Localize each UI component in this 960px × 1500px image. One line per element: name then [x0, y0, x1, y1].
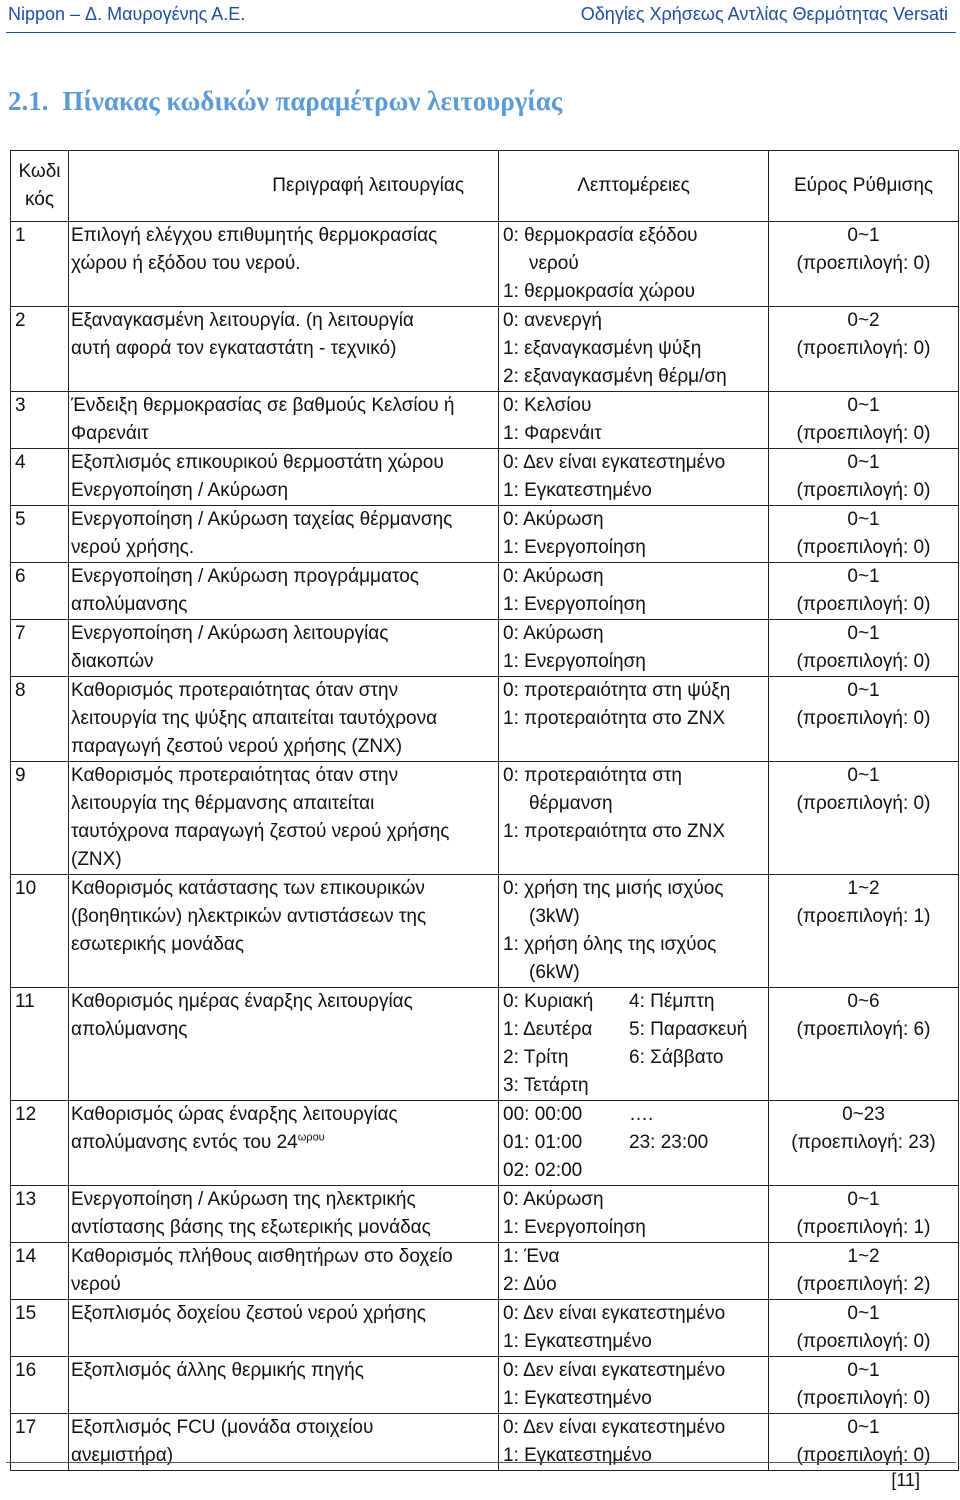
description-line	[71, 903, 496, 931]
description-line	[71, 307, 496, 335]
row-range	[769, 1243, 959, 1300]
range-default: (προεπιλογή: 0)	[796, 1388, 931, 1409]
row-code: 10	[11, 875, 69, 988]
detail-line: 1: προτεραιότητα στο ΖΝΧ	[503, 708, 726, 729]
description-text: Εξοπλισμός άλλης θερμικής πηγής	[71, 1360, 364, 1381]
table-row	[11, 677, 959, 762]
table-row	[11, 762, 959, 875]
detail-line: (6kW)	[529, 962, 580, 983]
section-number: 2.1.	[8, 86, 49, 116]
description-line	[71, 1271, 496, 1299]
row-details	[499, 988, 769, 1101]
row-code: 2	[11, 307, 69, 392]
range-default: (προεπιλογή: 0)	[796, 1445, 931, 1466]
detail-line: 23: 23:00	[629, 1132, 709, 1153]
description-text: απολύμανσης εντός του 24	[71, 1132, 298, 1153]
range-value: 0~1	[847, 1189, 880, 1210]
detail-line: 2: Τρίτη	[503, 1047, 569, 1068]
page-header	[0, 0, 960, 34]
detail-line: 1: Δευτέρα	[503, 1019, 593, 1040]
header-code: Κωδι κός	[11, 151, 69, 222]
row-code: 3	[11, 392, 69, 449]
range-default: (προεπιλογή: 0)	[796, 338, 931, 359]
range-default: (προεπιλογή: 6)	[796, 1019, 931, 1040]
description-text: νερού	[71, 1274, 121, 1295]
detail-line: νερού	[529, 253, 579, 274]
table-row	[11, 1300, 959, 1357]
description-text: Ενεργοποίηση / Ακύρωση λειτουργίας	[71, 623, 389, 644]
range-value: 0~1	[847, 1417, 880, 1438]
row-description	[69, 222, 499, 307]
row-range	[769, 222, 959, 307]
table-row	[11, 449, 959, 506]
range-default: (προεπιλογή: 0)	[796, 594, 931, 615]
detail-line: 1: Εγκατεστημένο	[503, 1331, 652, 1352]
description-text: Επιλογή ελέγχου επιθυμητής θερμοκρασίας	[71, 225, 438, 246]
header-range: Εύρος Ρύθμισης	[769, 151, 959, 222]
range-value: 0~1	[847, 566, 880, 587]
detail-line: 1: Ενεργοποίηση	[503, 594, 646, 615]
row-details	[499, 563, 769, 620]
detail-line: 0: Κελσίου	[503, 395, 592, 416]
row-code: 12	[11, 1101, 69, 1186]
row-range	[769, 1357, 959, 1414]
description-text: διακοπών	[71, 651, 154, 672]
range-value: 0~6	[847, 991, 880, 1012]
detail-line: 5: Παρασκευή	[629, 1019, 748, 1040]
row-details	[499, 506, 769, 563]
description-line	[71, 648, 496, 676]
table-row	[11, 506, 959, 563]
range-default: (προεπιλογή: 0)	[796, 651, 931, 672]
description-line	[71, 1186, 496, 1214]
row-details	[499, 307, 769, 392]
row-range	[769, 307, 959, 392]
range-value: 0~1	[847, 452, 880, 473]
detail-line: 0: Δεν είναι εγκατεστημένο	[503, 1303, 726, 1324]
row-description	[69, 620, 499, 677]
description-text: απολύμανσης	[71, 1019, 188, 1040]
range-value: 0~1	[847, 765, 880, 786]
detail-line: 1: Εγκατεστημένο	[503, 1445, 652, 1466]
row-code: 6	[11, 563, 69, 620]
row-range	[769, 875, 959, 988]
range-value: 0~1	[847, 680, 880, 701]
row-code: 8	[11, 677, 69, 762]
row-code: 13	[11, 1186, 69, 1243]
detail-line: 1: Ενεργοποίηση	[503, 651, 646, 672]
row-description	[69, 1243, 499, 1300]
description-text: Εξοπλισμός επικουρικού θερμοστάτη χώρου	[71, 452, 444, 473]
table-row	[11, 1186, 959, 1243]
row-code: 9	[11, 762, 69, 875]
row-details	[499, 392, 769, 449]
description-line	[71, 392, 496, 420]
description-line	[71, 620, 496, 648]
description-text: Ενεργοποίηση / Ακύρωση της ηλεκτρικής	[71, 1189, 416, 1210]
description-text: Καθορισμός προτεραιότητας όταν στην	[71, 680, 399, 701]
detail-line: (3kW)	[529, 906, 580, 927]
row-code: 15	[11, 1300, 69, 1357]
description-text: Ενεργοποίηση / Ακύρωση προγράμματος	[71, 566, 419, 587]
table-row	[11, 563, 959, 620]
detail-line: 1: προτεραιότητα στο ΖΝΧ	[503, 821, 726, 842]
description-line	[71, 591, 496, 619]
detail-line: 1: Ενεργοποίηση	[503, 1217, 646, 1238]
detail-line: 1: Εγκατεστημένο	[503, 480, 652, 501]
description-text: αντίστασης βάσης της εξωτερικής μονάδας	[71, 1217, 431, 1238]
description-text: Καθορισμός ώρας έναρξης λειτουργίας	[71, 1104, 398, 1125]
range-value: 1~2	[847, 1246, 880, 1267]
detail-line: 1: Εγκατεστημένο	[503, 1388, 652, 1409]
detail-line: 0: προτεραιότητα στη	[503, 765, 682, 786]
row-code: 4	[11, 449, 69, 506]
description-line	[71, 705, 496, 733]
description-text: παραγωγή ζεστού νερού χρήσης (ΖΝΧ)	[71, 736, 403, 757]
row-details	[499, 762, 769, 875]
description-text: (ΖΝΧ)	[71, 849, 122, 870]
row-range	[769, 563, 959, 620]
row-description	[69, 1186, 499, 1243]
description-line	[71, 1243, 496, 1271]
superscript: ωρου	[297, 1131, 325, 1144]
description-text: Καθορισμός ημέρας έναρξης λειτουργίας	[71, 991, 413, 1012]
description-line	[71, 420, 496, 448]
range-default: (προεπιλογή: 0)	[796, 537, 931, 558]
row-code: 7	[11, 620, 69, 677]
row-details	[499, 222, 769, 307]
row-details	[499, 1101, 769, 1186]
range-value: 0~1	[847, 623, 880, 644]
row-description	[69, 392, 499, 449]
detail-line: 1: χρήση όλης της ισχύος	[503, 934, 717, 955]
description-line	[71, 1414, 496, 1442]
row-details	[499, 677, 769, 762]
description-line	[71, 1357, 496, 1385]
row-code: 16	[11, 1357, 69, 1414]
description-text: Καθορισμός πλήθους αισθητήρων στο δοχείο	[71, 1246, 453, 1267]
range-value: 0~1	[847, 1303, 880, 1324]
description-text: Εξοπλισμός δοχείου ζεστού νερού χρήσης	[71, 1303, 426, 1324]
detail-line: θέρμανση	[529, 793, 613, 814]
row-range	[769, 1300, 959, 1357]
row-description	[69, 506, 499, 563]
row-details	[499, 1186, 769, 1243]
range-default: (προεπιλογή: 0)	[796, 423, 931, 444]
description-text: (βοηθητικών) ηλεκτρικών αντιστάσεων της	[71, 906, 427, 927]
table-row	[11, 988, 959, 1101]
range-default: (προεπιλογή: 0)	[796, 793, 931, 814]
section-heading	[8, 86, 562, 117]
description-line	[71, 506, 496, 534]
row-description	[69, 563, 499, 620]
description-line	[71, 222, 496, 250]
row-range	[769, 1101, 959, 1186]
header-description: Περιγραφή λειτουργίας	[69, 151, 499, 222]
table-row	[11, 620, 959, 677]
row-code: 17	[11, 1414, 69, 1471]
description-text: Καθορισμός κατάστασης των επικουρικών	[71, 878, 425, 899]
description-text: αυτή αφορά τον εγκαταστάτη - τεχνικό)	[71, 338, 397, 359]
row-range	[769, 988, 959, 1101]
detail-line: 6: Σάββατο	[629, 1047, 724, 1068]
description-line	[71, 875, 496, 903]
description-text: Εξοπλισμός FCU (μονάδα στοιχείου	[71, 1417, 374, 1438]
row-range	[769, 677, 959, 762]
range-default: (προεπιλογή: 0)	[796, 708, 931, 729]
row-details	[499, 1357, 769, 1414]
description-line	[71, 846, 496, 874]
table-row	[11, 222, 959, 307]
description-text: Ένδειξη θερμοκρασίας σε βαθμούς Κελσίου ή	[71, 395, 455, 416]
detail-column	[629, 988, 747, 1100]
range-value: 0~23	[842, 1104, 885, 1125]
description-line	[71, 449, 496, 477]
row-range	[769, 762, 959, 875]
detail-line: 1: θερμοκρασία χώρου	[503, 281, 696, 302]
detail-line: 0: Ακύρωση	[503, 566, 604, 587]
row-range	[769, 392, 959, 449]
description-line	[71, 1300, 496, 1328]
description-line	[71, 477, 496, 505]
header-details: Λεπτομέρειες	[499, 151, 769, 222]
detail-columns	[503, 1101, 768, 1185]
table-row	[11, 1243, 959, 1300]
detail-line: 4: Πέμπτη	[629, 991, 715, 1012]
detail-line: 02: 02:00	[503, 1160, 583, 1181]
row-description	[69, 1300, 499, 1357]
description-text: εσωτερικής μονάδας	[71, 934, 244, 955]
table-row	[11, 1101, 959, 1186]
description-line	[71, 733, 496, 761]
row-description	[69, 875, 499, 988]
description-text: Ενεργοποίηση / Ακύρωση	[71, 480, 289, 501]
row-details	[499, 449, 769, 506]
description-text: λειτουργία της ψύξης απαιτείται ταυτόχρονα	[71, 708, 438, 729]
detail-line: 0: χρήση της μισής ισχύος	[503, 878, 724, 899]
detail-line: 0: Ακύρωση	[503, 1189, 604, 1210]
detail-line: 2: Δύο	[503, 1274, 557, 1295]
description-line	[71, 1442, 496, 1470]
description-line	[71, 1016, 496, 1044]
detail-line: 1: Φαρενάιτ	[503, 423, 602, 444]
range-default: (προεπιλογή: 0)	[796, 1331, 931, 1352]
detail-line: 0: προτεραιότητα στη ψύξη	[503, 680, 731, 701]
detail-line: 0: Ακύρωση	[503, 509, 604, 530]
page-number: [11]	[891, 1470, 920, 1490]
row-details	[499, 1300, 769, 1357]
description-text: ανεμιστήρα)	[71, 1445, 174, 1466]
description-line	[71, 534, 496, 562]
table-row	[11, 307, 959, 392]
description-line	[71, 790, 496, 818]
range-value: 0~1	[847, 509, 880, 530]
row-description	[69, 1101, 499, 1186]
range-default: (προεπιλογή: 1)	[796, 1217, 931, 1238]
header-divider	[6, 32, 956, 33]
range-value: 0~1	[847, 395, 880, 416]
description-line	[71, 988, 496, 1016]
detail-line: 0: Δεν είναι εγκατεστημένο	[503, 1417, 726, 1438]
detail-line: 1: Ένα	[503, 1246, 560, 1267]
parameter-table	[10, 150, 959, 1471]
description-line	[71, 818, 496, 846]
row-range	[769, 620, 959, 677]
row-description	[69, 677, 499, 762]
detail-line: 2: εξαναγκασμένη θέρμ/ση	[503, 366, 727, 387]
row-description	[69, 307, 499, 392]
detail-column	[503, 988, 629, 1100]
header-document-title: Οδηγίες Χρήσεως Αντλίας Θερμότητας Versati	[580, 4, 948, 24]
description-text: Εξαναγκασμένη λειτουργία. (η λειτουργία	[71, 310, 414, 331]
description-line	[71, 335, 496, 363]
row-code: 1	[11, 222, 69, 307]
detail-column	[629, 1101, 708, 1185]
row-description	[69, 1357, 499, 1414]
section-title: Πίνακας κωδικών παραμέτρων λειτουργίας	[62, 86, 563, 116]
description-line	[71, 1214, 496, 1242]
description-line	[71, 931, 496, 959]
detail-line: 0: ανενεργή	[503, 310, 602, 331]
footer-divider	[6, 1462, 956, 1463]
table-row	[11, 875, 959, 988]
range-value: 1~2	[847, 878, 880, 899]
description-text: ταυτόχρονα παραγωγή ζεστού νερού χρήσης	[71, 821, 450, 842]
range-default: (προεπιλογή: 1)	[796, 906, 931, 927]
description-text: απολύμανσης	[71, 594, 188, 615]
description-line	[71, 1101, 496, 1129]
row-details	[499, 875, 769, 988]
row-description	[69, 449, 499, 506]
row-range	[769, 449, 959, 506]
range-value: 0~1	[847, 1360, 880, 1381]
range-default: (προεπιλογή: 2)	[796, 1274, 931, 1295]
range-default: (προεπιλογή: 0)	[796, 253, 931, 274]
range-value: 0~1	[847, 225, 880, 246]
table-header-row	[11, 151, 959, 222]
description-line	[71, 677, 496, 705]
table-row	[11, 392, 959, 449]
header-company: Nippon – Δ. Μαυρογένης Α.Ε.	[8, 4, 246, 24]
detail-line: 1: εξαναγκασμένη ψύξη	[503, 338, 702, 359]
table-body	[11, 222, 959, 1471]
detail-line: 0: Κυριακή	[503, 991, 594, 1012]
detail-line: 0: θερμοκρασία εξόδου	[503, 225, 698, 246]
range-default: (προεπιλογή: 23)	[791, 1132, 936, 1153]
detail-line: 0: Ακύρωση	[503, 623, 604, 644]
detail-line: ….	[629, 1104, 654, 1125]
detail-columns	[503, 988, 768, 1100]
detail-line: 01: 01:00	[503, 1132, 583, 1153]
range-value: 0~2	[847, 310, 880, 331]
description-text: Ενεργοποίηση / Ακύρωση ταχείας θέρμανσης	[71, 509, 453, 530]
detail-column	[503, 1101, 629, 1185]
description-text: χώρου ή εξόδου του νερού.	[71, 253, 301, 274]
description-text: Φαρενάιτ	[71, 423, 149, 444]
table-row	[11, 1357, 959, 1414]
description-text: νερού χρήσης.	[71, 537, 195, 558]
detail-line: 3: Τετάρτη	[503, 1075, 589, 1096]
detail-line: 0: Δεν είναι εγκατεστημένο	[503, 452, 726, 473]
description-line	[71, 1129, 496, 1157]
range-default: (προεπιλογή: 0)	[796, 480, 931, 501]
row-details	[499, 620, 769, 677]
detail-line: 0: Δεν είναι εγκατεστημένο	[503, 1360, 726, 1381]
description-line	[71, 762, 496, 790]
description-line	[71, 563, 496, 591]
row-code: 11	[11, 988, 69, 1101]
row-details	[499, 1243, 769, 1300]
row-description	[69, 988, 499, 1101]
description-text: Καθορισμός προτεραιότητας όταν στην	[71, 765, 399, 786]
description-line	[71, 250, 496, 278]
detail-line: 1: Ενεργοποίηση	[503, 537, 646, 558]
row-range	[769, 506, 959, 563]
row-code: 5	[11, 506, 69, 563]
row-range	[769, 1186, 959, 1243]
detail-line: 00: 00:00	[503, 1104, 583, 1125]
row-code: 14	[11, 1243, 69, 1300]
row-description	[69, 762, 499, 875]
description-text: λειτουργία της θέρμανσης απαιτείται	[71, 793, 375, 814]
